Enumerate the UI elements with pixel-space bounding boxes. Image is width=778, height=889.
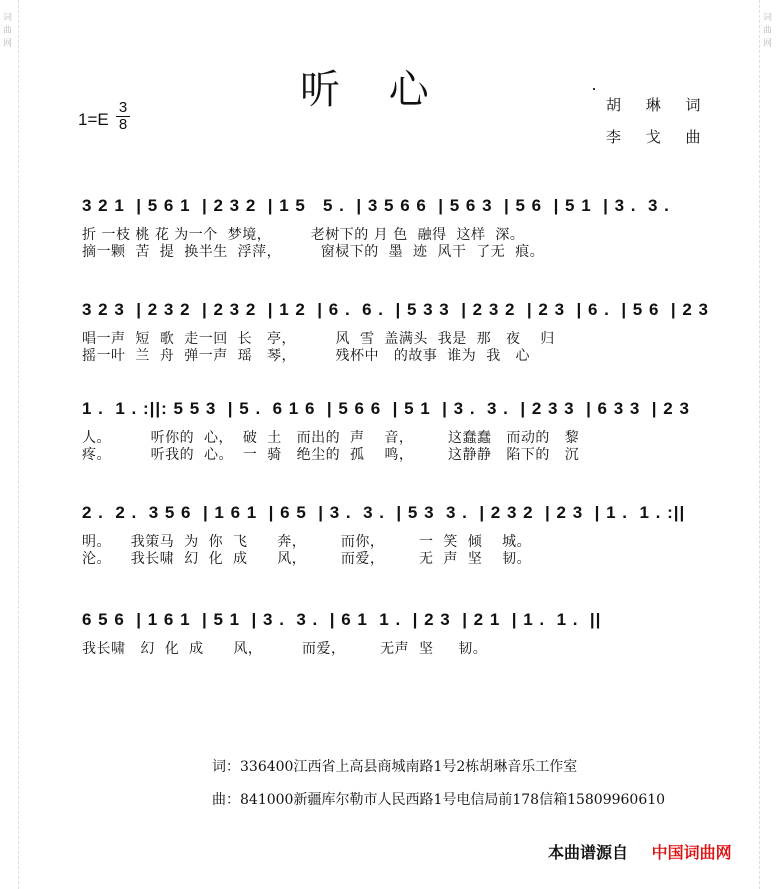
notation: 2 . 2 . 3 5 6 | 1 6 1 | 6 5 | 3 . 3 . | 5 3 3 . | 2 3 2 | 2 3 | 1 . 1 . :||	[82, 503, 686, 522]
decoration-dot	[593, 88, 595, 90]
composer-credit: 李 戈 曲	[606, 128, 711, 146]
notation: 1 . 1 . :||: 5 5 3 | 5 . 6 1 6 | 5 6 6 | 5 1 | 3 . 3 . | 2 3 3 | 6 3 3 | 2 3	[82, 399, 690, 418]
composer-address: 曲：841000新疆库尔勒市人民西路1号电信局前178信箱15809960610	[212, 792, 666, 808]
lyric-verse-2: 摘一颗 苦 提 换半生 浮萍， 窗棂下的 墨 迹 风干 了无 痕。	[82, 244, 545, 260]
lyricist-credit: 胡 琳 词	[606, 96, 711, 114]
staff-line-5	[82, 610, 702, 638]
left-watermark-strip	[0, 0, 19, 889]
source-prefix: 本曲谱源自	[548, 843, 629, 862]
lyric-verse-2: 沦。 我长啸 幻 化 成 风， 而爱， 无 声 坚 韧。	[82, 551, 532, 567]
right-watermark-strip	[759, 0, 778, 889]
notation: 3 2 1 | 5 6 1 | 2 3 2 | 1 5 5 . | 3 5 6 6 | 5 6 3 | 5 6 | 5 1 | 3 . 3 .	[82, 196, 670, 215]
lyric-verse-1: 折 一枝 桃 花 为一个 梦境， 老树下的 月 色 融得 这样 深。	[82, 227, 525, 243]
staff-line-1	[82, 196, 702, 224]
watermark-text: 词曲网	[3, 13, 13, 49]
source-site-link[interactable]: 中国词曲网	[651, 843, 732, 862]
lyric-verse-1: 我长啸 幻 化 成 风， 而爱， 无声 坚 韧。	[82, 641, 488, 657]
staff-line-2	[82, 300, 709, 328]
notation: 3 2 3 | 2 3 2 | 2 3 2 | 1 2 | 6 . 6 . | 5 3 3 | 2 3 2 | 2 3 | 6 . | 5 6 | 2 3	[82, 300, 709, 319]
lyric-verse-1: 人。 听你的 心， 破 土 而出的 声 音， 这蠢蠢 而动的 黎	[82, 430, 580, 446]
time-signature	[116, 100, 130, 133]
notation: 6 5 6 | 1 6 1 | 5 1 | 3 . 3 . | 6 1 1 . | 2 3 | 2 1 | 1 . 1 . ||	[82, 610, 602, 629]
lyric-verse-2: 摇一叶 兰 舟 弹一声 瑶 琴， 残杯中 的故事 谁为 我 心	[82, 348, 531, 364]
meter-denominator: 8	[118, 116, 128, 133]
lyric-verse-1: 明。 我策马 为 你 飞 奔， 而你， 一 笑 倾 城。	[82, 534, 532, 550]
song-title: 听 心	[300, 67, 447, 113]
lyric-verse-2: 疼。 听我的 心。 一 骑 绝尘的 孤 鸣， 这静静 陷下的 沉	[82, 447, 580, 463]
source-note	[548, 840, 732, 863]
lyricist-address: 词：336400江西省上高县商城南路1号2栋胡琳音乐工作室	[212, 759, 578, 775]
staff-line-4	[82, 503, 702, 531]
watermark-text: 词曲网	[763, 13, 773, 49]
key-signature: 1=E	[78, 110, 109, 129]
lyric-verse-1: 唱一声 短 歌 走一回 长 亭， 风 雪 盖满头 我是 那 夜 归	[82, 331, 555, 347]
meter-numerator: 3	[116, 100, 130, 117]
staff-line-3	[82, 399, 702, 427]
